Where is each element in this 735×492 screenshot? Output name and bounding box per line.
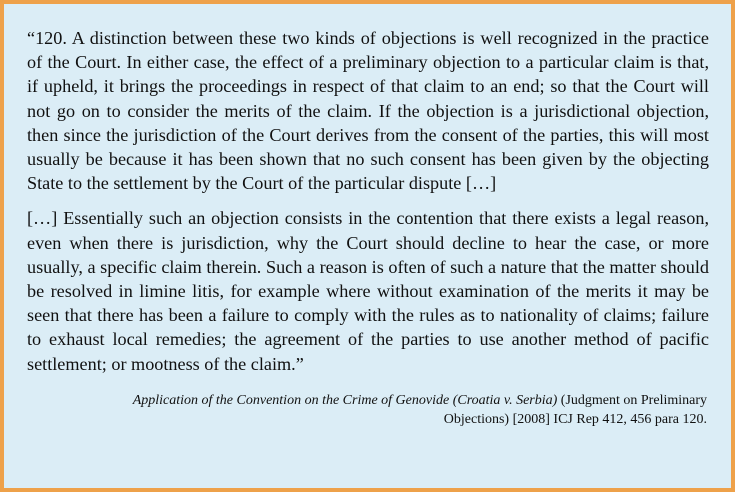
citation — [27, 391, 709, 429]
citation-details-line2: Objections) [2008] ICJ Rep 412, 456 para 120. — [443, 411, 707, 427]
quote-box — [4, 4, 731, 488]
citation-details-line1: (Judgment on Preliminary — [557, 392, 707, 408]
quote-paragraph-2: […] Essentially such an objection consists in the contention that there exists a legal reason, even when there is jurisdiction, why the Court should decline to hear the case, or more usually, a specific claim therein. Such a reason is often of such a nature that the matter should be resolved in limine litis, for example where without examination of the merits it may be seen that there has been a failure to comply with the rules as to nationality of claims; failure to exhaust local remedies; the agreement of the parties to use another method of pacific settlement; or mootness of the claim.” — [27, 208, 709, 374]
citation-case-name: Application of the Convention on the Crime of Genovide (Croatia v. Serbia) — [132, 392, 558, 408]
quote-paragraph-1: “120. A distinction between these two kinds of objections is well recognized in the practice of the Court. In either case, the effect of a preliminary objection to a particular claim is that, if upheld, it brings the proceedings in respect of that claim to an end; so that the Court will not go on to consider the merits of the claim. If the objection is a jurisdictional objection, then since the jurisdiction of the Court derives from the consent of the parties, this will most usually be because it has been shown that no such consent has been given by the objecting State to the settlement by the Court of the particular dispute […] — [27, 28, 709, 194]
